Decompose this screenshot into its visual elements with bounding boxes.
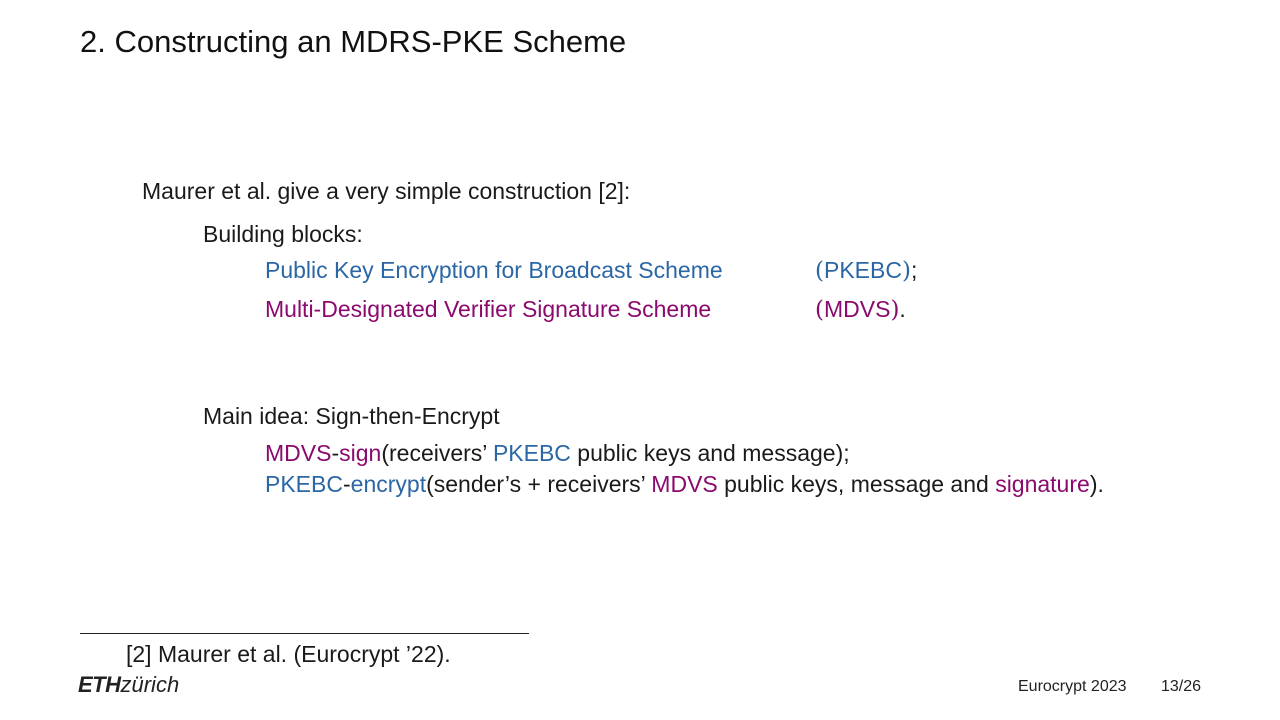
building-block-pkebc-abbr: (PKEBC); bbox=[815, 257, 918, 284]
pkebc-end-punct: ; bbox=[910, 257, 918, 283]
footer-event: Eurocrypt 2023 bbox=[1018, 678, 1127, 695]
eth-zurich-logo bbox=[78, 672, 179, 698]
step2-scheme: PKEBC bbox=[265, 471, 343, 497]
step2-key-scheme: MDVS bbox=[651, 471, 718, 497]
step1-text-b: public keys and message); bbox=[570, 440, 850, 466]
mdvs-end-punct: . bbox=[899, 296, 906, 322]
main-idea-step-encrypt bbox=[265, 471, 1104, 498]
building-block-mdvs-name: Multi-Designated Verifier Signature Scheme bbox=[265, 296, 712, 322]
step1-op: sign bbox=[339, 440, 382, 466]
step2-text-a: (sender’s + receivers’ bbox=[426, 471, 652, 497]
slide-title: 2. Constructing an MDRS-PKE Scheme bbox=[80, 24, 627, 59]
logo-zurich: zürich bbox=[120, 672, 180, 697]
step1-dash: - bbox=[331, 440, 340, 466]
step2-text-c: ). bbox=[1089, 471, 1104, 497]
step2-op: encrypt bbox=[350, 471, 427, 497]
step1-text-a: (receivers’ bbox=[381, 440, 493, 466]
footnote: [2] Maurer et al. (Eurocrypt ’22). bbox=[126, 641, 451, 667]
step2-signature: signature bbox=[995, 471, 1090, 497]
logo-eth: ETH bbox=[78, 672, 121, 697]
building-block-pkebc-name: Public Key Encryption for Broadcast Scheme bbox=[265, 257, 723, 283]
step1-key-scheme: PKEBC bbox=[492, 440, 571, 466]
step2-text-b: public keys, message and bbox=[717, 471, 996, 497]
building-blocks-heading: Building blocks: bbox=[203, 221, 363, 247]
step1-scheme: MDVS bbox=[265, 440, 332, 466]
footnote-divider bbox=[80, 633, 529, 634]
intro-text: Maurer et al. give a very simple construction [2]: bbox=[142, 178, 631, 204]
building-block-mdvs-abbr: (MDVS). bbox=[815, 296, 906, 323]
mdvs-abbr-text: MDVS bbox=[823, 296, 891, 322]
footer-page-number: 13/26 bbox=[1161, 678, 1202, 695]
main-idea-heading: Main idea: Sign-then-Encrypt bbox=[203, 403, 500, 429]
main-idea-step-sign bbox=[265, 440, 850, 467]
pkebc-abbr-text: PKEBC bbox=[823, 257, 902, 283]
step2-dash: - bbox=[342, 471, 351, 497]
